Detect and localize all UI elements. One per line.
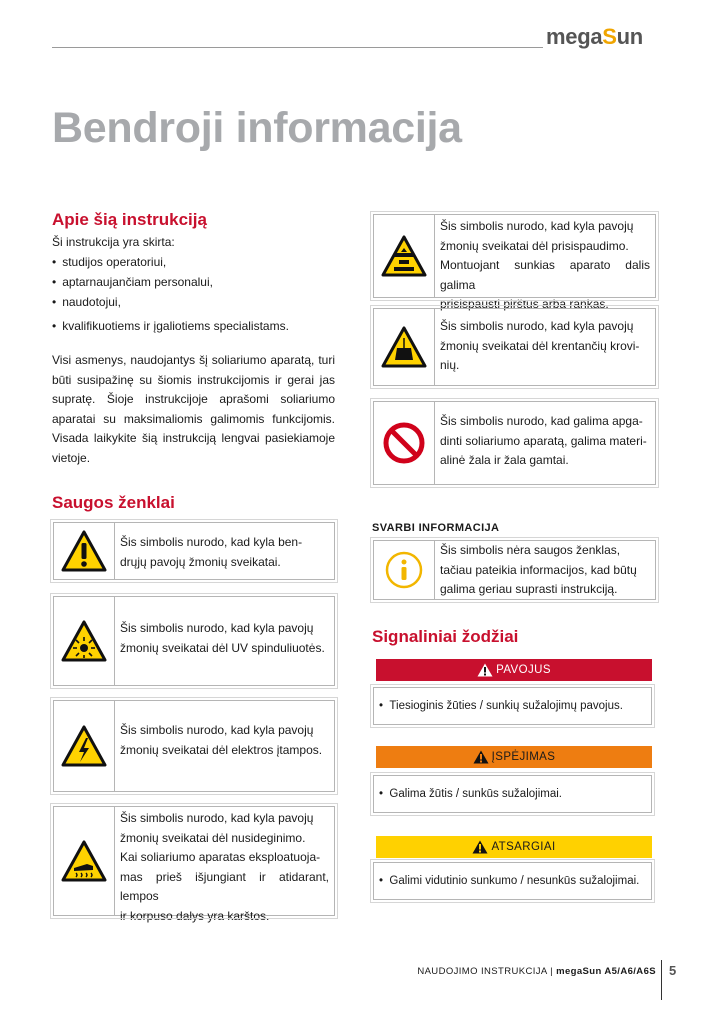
signal-bar-warning <box>376 746 652 768</box>
signal-desc-danger: • Tiesioginis žūties / sunkių sužalojimų pavojus. <box>373 687 652 725</box>
safety-sign-crush: Šis simbolis nurodo, kad kyla pavojų žmonių sveikatai dėl prisispaudimo. Montuojant sunkias aparato dalis galima prisispausti pirštus arba rankas. <box>373 214 656 298</box>
audience-list <box>52 252 289 336</box>
safety-sign-general: Šis simbolis nurodo, kad kyla ben- drųjų pavojų žmonių sveikatai. <box>53 522 335 580</box>
safety-sign-prohibition: Šis simbolis nurodo, kad galima apga- dinti soliariumo aparatą, galima materi- alinė žala ir žala gamtai. <box>373 401 656 485</box>
important-heading: SVARBI INFORMACIJA <box>372 522 500 534</box>
hot-surface-icon <box>54 807 115 915</box>
page-title: Bendroji informacija <box>52 104 462 152</box>
signal-desc-warning: • Galima žūtis / sunkūs sužalojimai. <box>373 775 652 813</box>
signal-label: PAVOJUS <box>496 664 551 676</box>
signal-bar-caution <box>376 836 652 858</box>
signal-label: ATSARGIAI <box>491 841 556 853</box>
footer-divider <box>661 960 662 1000</box>
list-item: • studijos operatoriui, <box>52 252 289 272</box>
page-number: 5 <box>669 963 677 978</box>
warning-triangle-icon <box>472 840 488 854</box>
safety-sign-uv: Šis simbolis nurodo, kad kyla pavojų žmonių sveikatai dėl UV spinduliuotės. <box>53 596 335 686</box>
signal-bar-danger <box>376 659 652 681</box>
uv-radiation-icon <box>54 597 115 685</box>
falling-load-icon <box>374 309 435 385</box>
signal-heading: Signaliniai žodžiai <box>372 627 519 646</box>
header-rule <box>52 47 543 48</box>
signal-label: ĮSPĖJIMAS <box>491 751 556 763</box>
important-info-box: Šis simbolis nėra saugos ženklas, tačiau pateikia informacijos, kad būtų galima geriau suprasti instrukciją. <box>373 540 656 600</box>
safety-sign-hot-surface: Šis simbolis nurodo, kad kyla pavojų žmonių sveikatai dėl nusideginimo. Kai soliariumo aparatas eksploatuoja- mas prieš išjungiant ir atidarant, lempos ir korpuso dalys yra karštos. <box>53 806 335 916</box>
about-heading: Apie šią instrukciją <box>52 210 207 229</box>
safety-sign-falling-load: Šis simbolis nurodo, kad kyla pavojų žmonių sveikatai dėl krentančių krovi- nių. <box>373 308 656 386</box>
general-warning-icon <box>54 523 115 579</box>
safety-heading: Saugos ženklai <box>52 493 175 512</box>
warning-triangle-icon <box>477 663 493 677</box>
prohibition-icon <box>374 402 435 484</box>
info-icon <box>374 541 435 599</box>
warning-triangle-icon <box>473 750 489 764</box>
safety-sign-electric: Šis simbolis nurodo, kad kyla pavojų žmonių sveikatai dėl elektros įtampos. <box>53 700 335 792</box>
footer-text: NAUDOJIMO INSTRUKCIJA | megaSun A5/A6/A6S <box>417 966 656 977</box>
electric-voltage-icon <box>54 701 115 791</box>
about-paragraph: Visi asmenys, naudojantys šį soliariumo aparatą, turi būti susipažinę su šiomis instrukcijomis ir gerai jas supratę. Šioje instrukcijoje aprašomi soliariumo aparatai su maksimaliomis galimomis funkcijomis. Visada laikykite šią instrukciją lengvai pasiekiamoje vietoje. <box>52 353 335 465</box>
list-item: • naudotojui, <box>52 292 289 312</box>
about-intro: Ši instrukcija yra skirta: <box>52 235 175 249</box>
list-item: • kvalifikuotiems ir įgaliotiems specialistams. <box>52 316 289 336</box>
megasun-logo: megaSun <box>546 24 643 49</box>
crush-hazard-icon <box>374 215 435 297</box>
list-item: • aptarnaujančiam personalui, <box>52 272 289 292</box>
signal-desc-caution: • Galimi vidutinio sunkumo / nesunkūs sužalojimai. <box>373 862 652 900</box>
